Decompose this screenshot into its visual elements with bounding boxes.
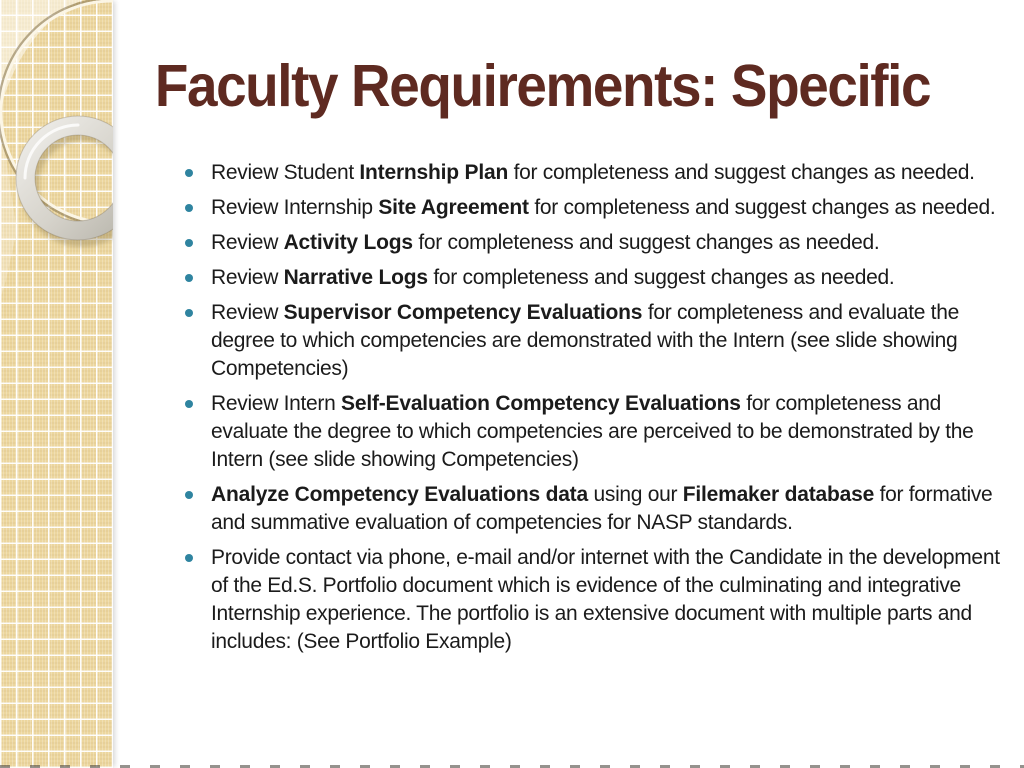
bullet-item: Review Activity Logs for completeness and suggest changes as needed. [211, 229, 1006, 257]
bullet-item: Analyze Competency Evaluations data using our Filemaker database for formative and summative evaluation of competencies for NASP standards. [211, 481, 1006, 537]
bullet-item: Review Internship Site Agreement for completeness and suggest changes as needed. [211, 194, 1006, 222]
bullet-list [113, 159, 1006, 656]
slide-title: Faculty Requirements: Specific [154, 53, 931, 119]
bullet-item: Review Narrative Logs for completeness and suggest changes as needed. [211, 264, 1006, 292]
bullet-item: Review Intern Self-Evaluation Competency Evaluations for completeness and evaluate the degree to which competencies are perceived to be demonstrated by the Intern (see slide showing Competencies) [211, 390, 1006, 474]
sidebar-circles-graphic [0, 0, 113, 768]
bullet-item: Review Supervisor Competency Evaluations for completeness and evaluate the degree to which competencies are demonstrated with the Intern (see slide showing Competencies) [211, 299, 1006, 383]
sidebar-decoration [0, 0, 113, 768]
silver-ring-decor [16, 116, 113, 240]
slide-content [113, 0, 1024, 768]
bullet-item: Provide contact via phone, e-mail and/or internet with the Candidate in the development of the Ed.S. Portfolio document which is evidence of the culminating and integrative Internship experience. The portfolio is an extensive document with multiple parts and includes: (See Portfolio Example) [211, 544, 1006, 656]
bullet-item: Review Student Internship Plan for completeness and suggest changes as needed. [211, 159, 1006, 187]
